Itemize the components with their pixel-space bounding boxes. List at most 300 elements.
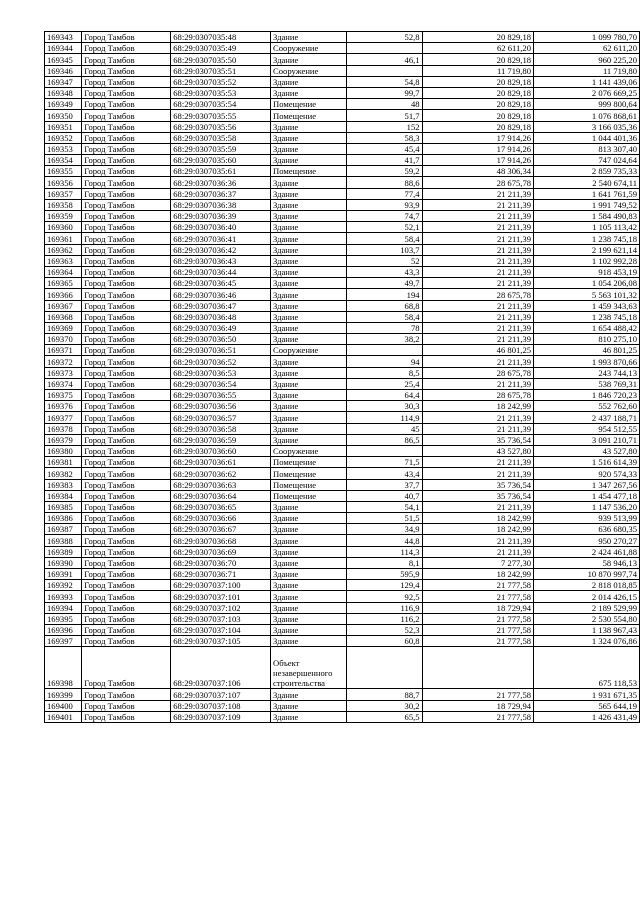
cadastral-value-cell: 810 275,10 xyxy=(534,334,640,345)
object-type-cell: Здание xyxy=(271,32,347,43)
area-cell: 43,4 xyxy=(346,468,422,479)
object-type-cell: Здание xyxy=(271,557,347,568)
cadastral-value-cell: 1 099 780,70 xyxy=(534,32,640,43)
cadastral-number-cell: 68:29:0307035:48 xyxy=(171,32,271,43)
cadastral-number-cell: 68:29:0307036:43 xyxy=(171,255,271,266)
cadastral-number-cell: 68:29:0307036:51 xyxy=(171,345,271,356)
table-row xyxy=(45,132,640,143)
cadastral-value-cell: 939 513,99 xyxy=(534,513,640,524)
cadastral-value-cell: 954 512,55 xyxy=(534,423,640,434)
cadastral-number-cell: 68:29:0307037:107 xyxy=(171,689,271,700)
row-number: 169397 xyxy=(45,636,82,647)
cadastral-number-cell: 68:29:0307035:50 xyxy=(171,54,271,65)
object-type-cell: Здание xyxy=(271,87,347,98)
cadastral-value-cell: 1 654 488,42 xyxy=(534,322,640,333)
unit-value-cell: 21 211,39 xyxy=(422,222,533,233)
object-type-cell: Помещение xyxy=(271,490,347,501)
unit-value-cell: 21 211,39 xyxy=(422,378,533,389)
table-row xyxy=(45,188,640,199)
unit-value-cell: 21 777,58 xyxy=(422,636,533,647)
row-number: 169370 xyxy=(45,334,82,345)
cadastral-number-cell: 68:29:0307036:49 xyxy=(171,322,271,333)
area-cell: 595,9 xyxy=(346,569,422,580)
table-row xyxy=(45,76,640,87)
cadastral-number-cell: 68:29:0307036:69 xyxy=(171,546,271,557)
unit-value-cell: 21 211,39 xyxy=(422,468,533,479)
object-type-cell: Здание xyxy=(271,188,347,199)
unit-value-cell: 46 801,25 xyxy=(422,345,533,356)
table-row xyxy=(45,591,640,602)
row-number: 169389 xyxy=(45,546,82,557)
city-cell: Город Тамбов xyxy=(82,624,171,635)
unit-value-cell: 21 211,39 xyxy=(422,535,533,546)
area-cell: 59,2 xyxy=(346,166,422,177)
area-cell xyxy=(346,43,422,54)
area-cell: 99,7 xyxy=(346,87,422,98)
area-cell: 38,2 xyxy=(346,334,422,345)
unit-value-cell: 21 777,58 xyxy=(422,591,533,602)
area-cell: 114,9 xyxy=(346,412,422,423)
city-cell: Город Тамбов xyxy=(82,557,171,568)
object-type-cell: Здание xyxy=(271,132,347,143)
table-row xyxy=(45,624,640,635)
table-row xyxy=(45,199,640,210)
area-cell: 116,2 xyxy=(346,613,422,624)
table-row xyxy=(45,87,640,98)
area-cell: 41,7 xyxy=(346,155,422,166)
area-cell: 52,8 xyxy=(346,32,422,43)
unit-value-cell: 43 527,80 xyxy=(422,445,533,456)
city-cell: Город Тамбов xyxy=(82,87,171,98)
row-number: 169380 xyxy=(45,445,82,456)
cadastral-number-cell: 68:29:0307035:61 xyxy=(171,166,271,177)
unit-value-cell: 21 211,39 xyxy=(422,211,533,222)
table-row xyxy=(45,689,640,700)
area-cell: 116,9 xyxy=(346,602,422,613)
object-type-cell: Сооружение xyxy=(271,43,347,54)
object-type-cell: Здание xyxy=(271,222,347,233)
row-number: 169354 xyxy=(45,155,82,166)
city-cell: Город Тамбов xyxy=(82,700,171,711)
cadastral-number-cell: 68:29:0307035:58 xyxy=(171,132,271,143)
cadastral-value-cell: 1 584 490,83 xyxy=(534,211,640,222)
unit-value-cell: 62 611,20 xyxy=(422,43,533,54)
unit-value-cell: 28 675,78 xyxy=(422,390,533,401)
city-cell: Город Тамбов xyxy=(82,166,171,177)
area-cell: 152 xyxy=(346,121,422,132)
unit-value-cell: 28 675,78 xyxy=(422,367,533,378)
table-row xyxy=(45,266,640,277)
city-cell: Город Тамбов xyxy=(82,356,171,367)
object-type-cell: Здание xyxy=(271,211,347,222)
unit-value-cell: 18 242,99 xyxy=(422,513,533,524)
cadastral-number-cell: 68:29:0307036:56 xyxy=(171,401,271,412)
table-row xyxy=(45,311,640,322)
unit-value-cell: 11 719,80 xyxy=(422,65,533,76)
row-number: 169377 xyxy=(45,412,82,423)
object-type-cell: Здание xyxy=(271,378,347,389)
cadastral-value-cell: 565 644,19 xyxy=(534,700,640,711)
object-type-cell: Здание xyxy=(271,233,347,244)
table-row xyxy=(45,255,640,266)
object-type-cell: Здание xyxy=(271,199,347,210)
object-type-cell: Здание xyxy=(271,289,347,300)
area-cell: 43,3 xyxy=(346,266,422,277)
table-row xyxy=(45,222,640,233)
table-row xyxy=(45,345,640,356)
row-number: 169369 xyxy=(45,322,82,333)
row-number: 169347 xyxy=(45,76,82,87)
row-number: 169352 xyxy=(45,132,82,143)
area-cell: 64,4 xyxy=(346,390,422,401)
area-cell: 49,7 xyxy=(346,278,422,289)
unit-value-cell: 21 211,39 xyxy=(422,334,533,345)
row-number: 169393 xyxy=(45,591,82,602)
unit-value-cell: 48 306,34 xyxy=(422,166,533,177)
table-row xyxy=(45,367,640,378)
unit-value-cell: 21 211,39 xyxy=(422,356,533,367)
city-cell: Город Тамбов xyxy=(82,54,171,65)
row-number: 169398 xyxy=(45,647,82,689)
cadastral-number-cell: 68:29:0307036:41 xyxy=(171,233,271,244)
cadastral-number-cell: 68:29:0307035:54 xyxy=(171,99,271,110)
unit-value-cell: 20 829,18 xyxy=(422,76,533,87)
table-row xyxy=(45,423,640,434)
object-type-cell: Здание xyxy=(271,546,347,557)
cadastral-number-cell: 68:29:0307036:62 xyxy=(171,468,271,479)
object-type-cell: Здание xyxy=(271,311,347,322)
row-number: 169355 xyxy=(45,166,82,177)
city-cell: Город Тамбов xyxy=(82,647,171,689)
row-number: 169357 xyxy=(45,188,82,199)
area-cell: 65,5 xyxy=(346,711,422,722)
row-number: 169396 xyxy=(45,624,82,635)
object-type-cell: Здание xyxy=(271,569,347,580)
cadastral-value-cell: 1 846 720,23 xyxy=(534,390,640,401)
row-number: 169395 xyxy=(45,613,82,624)
city-cell: Город Тамбов xyxy=(82,132,171,143)
cadastral-number-cell: 68:29:0307035:52 xyxy=(171,76,271,87)
cadastral-number-cell: 68:29:0307036:42 xyxy=(171,244,271,255)
unit-value-cell: 18 729,94 xyxy=(422,700,533,711)
cadastral-value-cell: 1 141 439,06 xyxy=(534,76,640,87)
cadastral-value-cell: 1 147 536,20 xyxy=(534,501,640,512)
table-row xyxy=(45,300,640,311)
row-number: 169350 xyxy=(45,110,82,121)
object-type-cell: Сооружение xyxy=(271,65,347,76)
row-number: 169360 xyxy=(45,222,82,233)
city-cell: Город Тамбов xyxy=(82,412,171,423)
cadastral-number-cell: 68:29:0307036:36 xyxy=(171,177,271,188)
cadastral-value-cell: 1 991 749,52 xyxy=(534,199,640,210)
area-cell: 34,9 xyxy=(346,524,422,535)
area-cell: 78 xyxy=(346,322,422,333)
city-cell: Город Тамбов xyxy=(82,244,171,255)
object-type-cell: Помещение xyxy=(271,457,347,468)
area-cell: 54,8 xyxy=(346,76,422,87)
unit-value-cell: 21 777,58 xyxy=(422,624,533,635)
area-cell: 44,8 xyxy=(346,535,422,546)
cadastral-value-cell: 1 459 343,63 xyxy=(534,300,640,311)
row-number: 169353 xyxy=(45,143,82,154)
object-type-cell: Здание xyxy=(271,155,347,166)
object-type-cell: Здание xyxy=(271,535,347,546)
city-cell: Город Тамбов xyxy=(82,155,171,166)
object-type-cell: Здание xyxy=(271,613,347,624)
unit-value-cell: 21 777,58 xyxy=(422,580,533,591)
object-type-cell: Здание xyxy=(271,624,347,635)
object-type-cell: Здание xyxy=(271,367,347,378)
cadastral-number-cell: 68:29:0307035:56 xyxy=(171,121,271,132)
city-cell: Город Тамбов xyxy=(82,266,171,277)
table-row xyxy=(45,613,640,624)
table-row xyxy=(45,121,640,132)
city-cell: Город Тамбов xyxy=(82,43,171,54)
city-cell: Город Тамбов xyxy=(82,188,171,199)
unit-value-cell: 35 736,54 xyxy=(422,490,533,501)
city-cell: Город Тамбов xyxy=(82,289,171,300)
table-row xyxy=(45,289,640,300)
cadastral-value-cell: 2 530 554,80 xyxy=(534,613,640,624)
row-number: 169390 xyxy=(45,557,82,568)
cadastral-number-cell: 68:29:0307036:65 xyxy=(171,501,271,512)
cadastral-number-cell: 68:29:0307036:67 xyxy=(171,524,271,535)
cadastral-value-cell: 1 347 267,56 xyxy=(534,479,640,490)
table-row xyxy=(45,490,640,501)
cadastral-number-cell: 68:29:0307036:54 xyxy=(171,378,271,389)
cadastral-number-cell: 68:29:0307035:59 xyxy=(171,143,271,154)
cadastral-number-cell: 68:29:0307037:103 xyxy=(171,613,271,624)
row-number: 169383 xyxy=(45,479,82,490)
area-cell: 58,4 xyxy=(346,233,422,244)
row-number: 169378 xyxy=(45,423,82,434)
cadastral-value-cell: 2 540 674,11 xyxy=(534,177,640,188)
row-number: 169399 xyxy=(45,689,82,700)
area-cell: 114,3 xyxy=(346,546,422,557)
table-row xyxy=(45,636,640,647)
area-cell: 60,8 xyxy=(346,636,422,647)
city-cell: Город Тамбов xyxy=(82,345,171,356)
cadastral-number-cell: 68:29:0307036:48 xyxy=(171,311,271,322)
area-cell: 54,1 xyxy=(346,501,422,512)
row-number: 169348 xyxy=(45,87,82,98)
cadastral-number-cell: 68:29:0307037:109 xyxy=(171,711,271,722)
table-row xyxy=(45,110,640,121)
cadastral-number-cell: 68:29:0307036:52 xyxy=(171,356,271,367)
row-number: 169391 xyxy=(45,569,82,580)
unit-value-cell: 18 242,99 xyxy=(422,524,533,535)
cadastral-number-cell: 68:29:0307036:58 xyxy=(171,423,271,434)
area-cell: 46,1 xyxy=(346,54,422,65)
row-number: 169385 xyxy=(45,501,82,512)
table-row xyxy=(45,557,640,568)
cadastral-value-cell: 920 574,33 xyxy=(534,468,640,479)
row-number: 169345 xyxy=(45,54,82,65)
city-cell: Город Тамбов xyxy=(82,334,171,345)
object-type-cell: Здание xyxy=(271,711,347,722)
row-number: 169376 xyxy=(45,401,82,412)
cadastral-value-cell: 636 680,35 xyxy=(534,524,640,535)
city-cell: Город Тамбов xyxy=(82,177,171,188)
city-cell: Город Тамбов xyxy=(82,390,171,401)
cadastral-number-cell: 68:29:0307036:68 xyxy=(171,535,271,546)
cadastral-value-cell: 999 800,64 xyxy=(534,99,640,110)
area-cell: 92,5 xyxy=(346,591,422,602)
city-cell: Город Тамбов xyxy=(82,65,171,76)
cadastral-number-cell: 68:29:0307035:49 xyxy=(171,43,271,54)
table-row xyxy=(45,166,640,177)
cadastral-number-cell: 68:29:0307035:53 xyxy=(171,87,271,98)
city-cell: Город Тамбов xyxy=(82,300,171,311)
area-cell: 48 xyxy=(346,99,422,110)
object-type-cell: Здание xyxy=(271,513,347,524)
area-cell: 94 xyxy=(346,356,422,367)
unit-value-cell: 21 211,39 xyxy=(422,188,533,199)
cadastral-value-cell: 43 527,80 xyxy=(534,445,640,456)
area-cell: 51,7 xyxy=(346,110,422,121)
row-number: 169373 xyxy=(45,367,82,378)
cadastral-value-cell: 538 769,31 xyxy=(534,378,640,389)
cadastral-value-cell: 960 225,20 xyxy=(534,54,640,65)
city-cell: Город Тамбов xyxy=(82,211,171,222)
unit-value-cell: 18 242,99 xyxy=(422,401,533,412)
city-cell: Город Тамбов xyxy=(82,468,171,479)
row-number: 169388 xyxy=(45,535,82,546)
area-cell: 129,4 xyxy=(346,580,422,591)
row-number: 169382 xyxy=(45,468,82,479)
row-number: 169400 xyxy=(45,700,82,711)
cadastral-number-cell: 68:29:0307036:53 xyxy=(171,367,271,378)
object-type-cell: Здание xyxy=(271,54,347,65)
object-type-cell: Помещение xyxy=(271,468,347,479)
table-row xyxy=(45,233,640,244)
city-cell: Город Тамбов xyxy=(82,32,171,43)
city-cell: Город Тамбов xyxy=(82,613,171,624)
unit-value-cell: 20 829,18 xyxy=(422,54,533,65)
table-row xyxy=(45,569,640,580)
area-cell: 51,5 xyxy=(346,513,422,524)
unit-value-cell: 20 829,18 xyxy=(422,87,533,98)
table-row xyxy=(45,211,640,222)
row-number: 169358 xyxy=(45,199,82,210)
table-row xyxy=(45,155,640,166)
object-type-cell: Здание xyxy=(271,591,347,602)
object-type-cell: Здание xyxy=(271,636,347,647)
unit-value-cell: 7 277,30 xyxy=(422,557,533,568)
unit-value-cell: 17 914,26 xyxy=(422,143,533,154)
cadastral-number-cell: 68:29:0307036:66 xyxy=(171,513,271,524)
cadastral-value-cell: 11 719,80 xyxy=(534,65,640,76)
table-row xyxy=(45,378,640,389)
cadastral-value-cell: 1 138 967,43 xyxy=(534,624,640,635)
cadastral-number-cell: 68:29:0307037:101 xyxy=(171,591,271,602)
unit-value-cell: 35 736,54 xyxy=(422,434,533,445)
cadastral-number-cell: 68:29:0307037:104 xyxy=(171,624,271,635)
row-number: 169363 xyxy=(45,255,82,266)
area-cell: 52,3 xyxy=(346,624,422,635)
city-cell: Город Тамбов xyxy=(82,255,171,266)
area-cell: 30,3 xyxy=(346,401,422,412)
cadastral-number-cell: 68:29:0307035:55 xyxy=(171,110,271,121)
object-type-cell: Здание xyxy=(271,423,347,434)
table-row xyxy=(45,177,640,188)
object-type-cell: Здание xyxy=(271,700,347,711)
area-cell: 103,7 xyxy=(346,244,422,255)
cadastral-number-cell: 68:29:0307036:63 xyxy=(171,479,271,490)
city-cell: Город Тамбов xyxy=(82,278,171,289)
table-row xyxy=(45,513,640,524)
city-cell: Город Тамбов xyxy=(82,199,171,210)
cadastral-value-cell: 10 870 997,74 xyxy=(534,569,640,580)
city-cell: Город Тамбов xyxy=(82,143,171,154)
row-number: 169344 xyxy=(45,43,82,54)
area-cell xyxy=(346,445,422,456)
cadastral-number-cell: 68:29:0307036:59 xyxy=(171,434,271,445)
cadastral-number-cell: 68:29:0307036:50 xyxy=(171,334,271,345)
city-cell: Город Тамбов xyxy=(82,99,171,110)
unit-value-cell: 17 914,26 xyxy=(422,132,533,143)
object-type-cell: Здание xyxy=(271,390,347,401)
area-cell: 8,5 xyxy=(346,367,422,378)
object-type-cell: Здание xyxy=(271,266,347,277)
unit-value-cell: 21 777,58 xyxy=(422,613,533,624)
unit-value-cell: 21 211,39 xyxy=(422,412,533,423)
object-type-cell: Здание xyxy=(271,143,347,154)
row-number: 169359 xyxy=(45,211,82,222)
city-cell: Город Тамбов xyxy=(82,524,171,535)
table-row xyxy=(45,647,640,689)
row-number: 169386 xyxy=(45,513,82,524)
city-cell: Город Тамбов xyxy=(82,322,171,333)
row-number: 169364 xyxy=(45,266,82,277)
cadastral-value-cell: 2 859 735,33 xyxy=(534,166,640,177)
city-cell: Город Тамбов xyxy=(82,423,171,434)
cadastral-number-cell: 68:29:0307036:37 xyxy=(171,188,271,199)
object-type-cell: Помещение xyxy=(271,110,347,121)
cadastral-value-cell: 1 238 745,18 xyxy=(534,233,640,244)
cadastral-number-cell: 68:29:0307037:100 xyxy=(171,580,271,591)
row-number: 169374 xyxy=(45,378,82,389)
object-type-cell: Сооружение xyxy=(271,345,347,356)
object-type-cell: Здание xyxy=(271,278,347,289)
unit-value-cell: 21 211,39 xyxy=(422,546,533,557)
cadastral-value-cell: 2 437 188,71 xyxy=(534,412,640,423)
cadastral-value-cell: 2 199 621,14 xyxy=(534,244,640,255)
cadastral-value-cell: 2 076 669,25 xyxy=(534,87,640,98)
unit-value-cell: 21 211,39 xyxy=(422,457,533,468)
table-row xyxy=(45,43,640,54)
cadastral-registry-table xyxy=(44,31,640,723)
city-cell: Город Тамбов xyxy=(82,311,171,322)
cadastral-value-cell: 1 454 477,18 xyxy=(534,490,640,501)
row-number: 169372 xyxy=(45,356,82,367)
cadastral-value-cell: 2 189 529,99 xyxy=(534,602,640,613)
object-type-cell: Помещение xyxy=(271,166,347,177)
unit-value-cell: 21 211,39 xyxy=(422,423,533,434)
cadastral-number-cell: 68:29:0307036:64 xyxy=(171,490,271,501)
area-cell: 74,7 xyxy=(346,211,422,222)
unit-value-cell: 21 211,39 xyxy=(422,233,533,244)
table-row xyxy=(45,468,640,479)
object-type-cell: Помещение xyxy=(271,99,347,110)
unit-value-cell: 18 729,94 xyxy=(422,602,533,613)
row-number: 169392 xyxy=(45,580,82,591)
city-cell: Город Тамбов xyxy=(82,602,171,613)
cadastral-value-cell: 1 054 206,08 xyxy=(534,278,640,289)
cadastral-value-cell: 3 166 035,36 xyxy=(534,121,640,132)
cadastral-number-cell: 68:29:0307036:46 xyxy=(171,289,271,300)
unit-value-cell: 21 211,39 xyxy=(422,255,533,266)
